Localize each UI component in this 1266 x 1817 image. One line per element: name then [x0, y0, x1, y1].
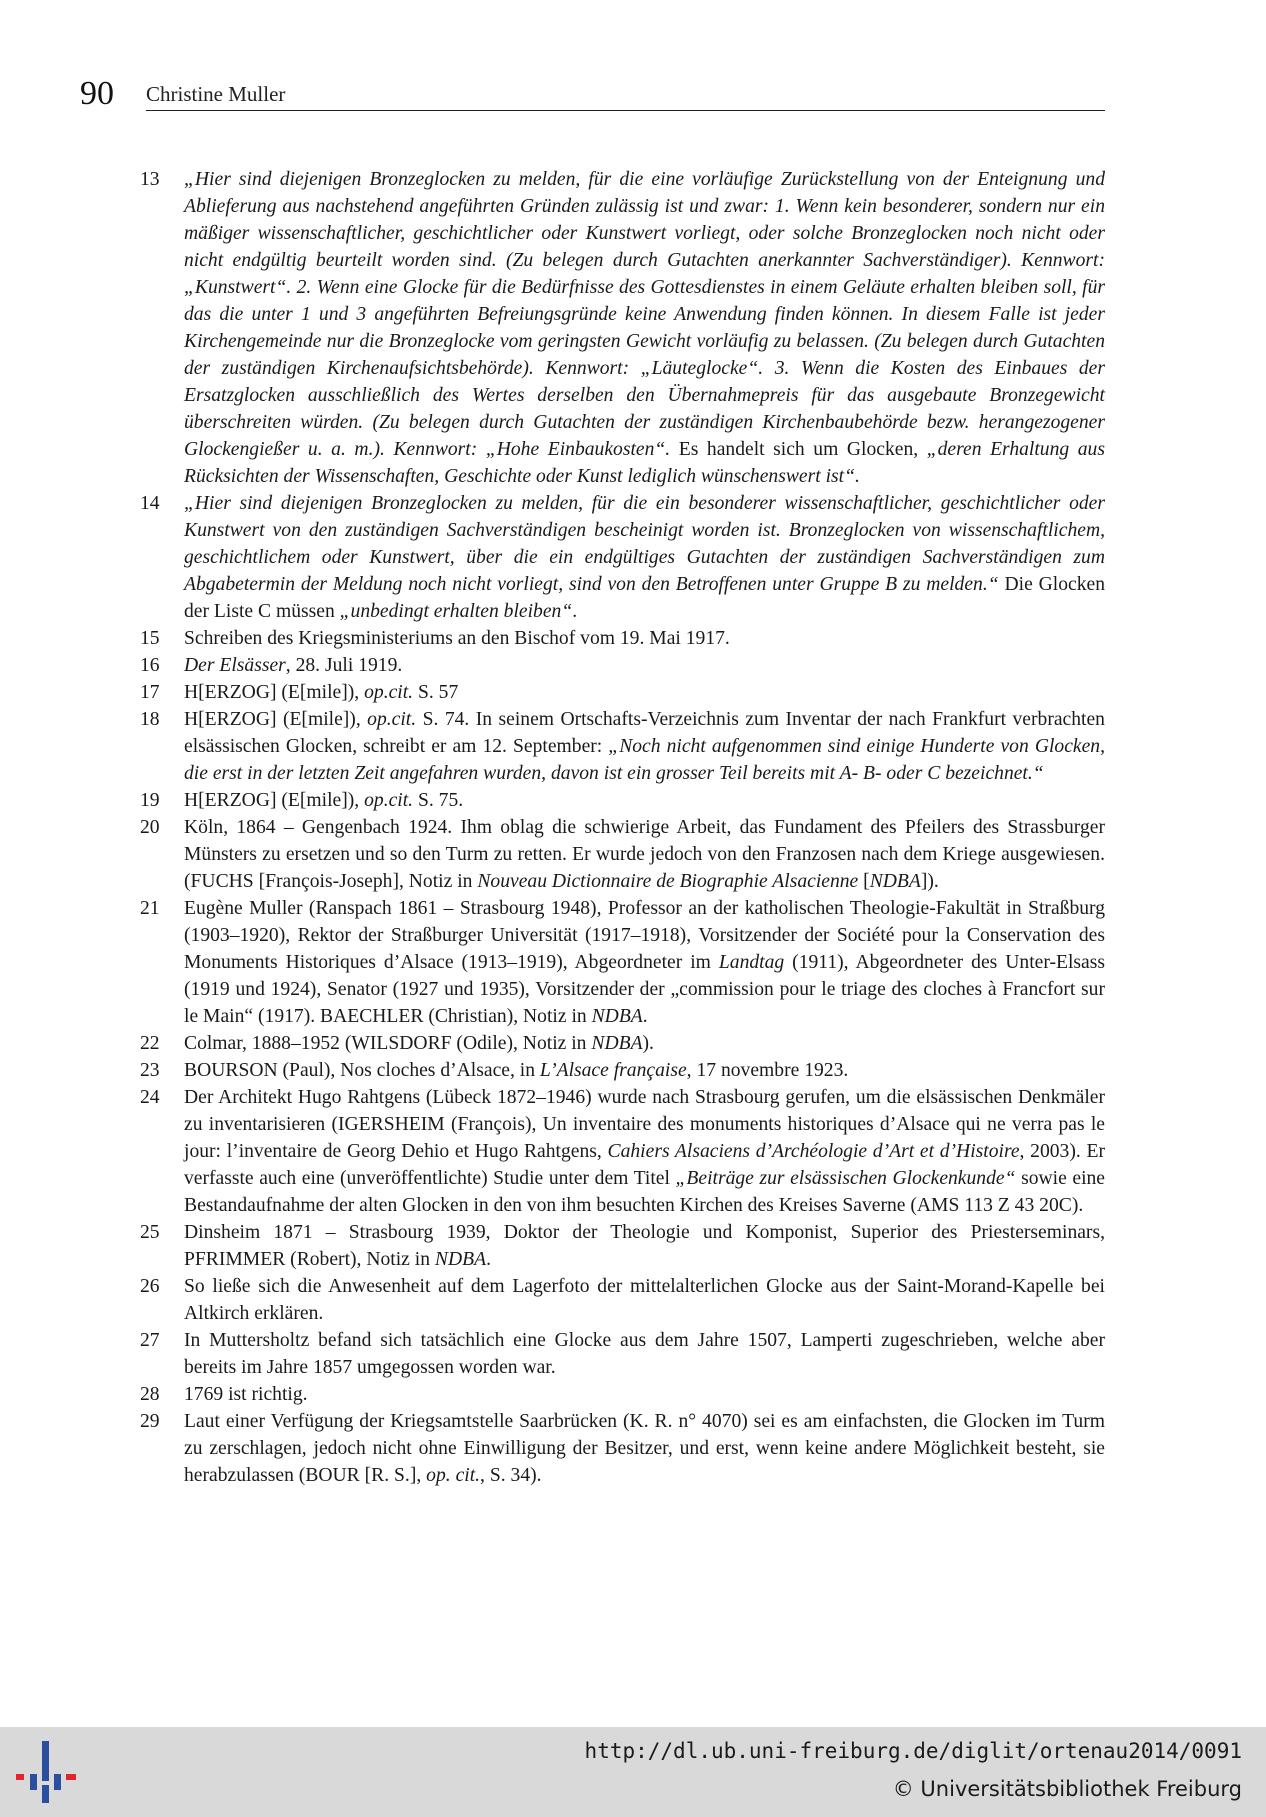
endnote-text: Schreiben des Kriegsministeriums an den Bischof vom 19. Mai 1917.: [184, 628, 730, 649]
running-head: Christine Muller: [146, 82, 286, 106]
endnote-text: „Hier sind diejenigen Bronzeglocken zu melden, für die ein besonderer wissenschaftlicher, geschichtlicher oder Kunstwert von den zuständigen Sachverständigen bescheinigt worden ist. Bronzeglocken von wissenschaftlichem, geschichtlichem oder Kunstwert, über die ein endgültiges Gutachten der zuständigen Sachverständigen zum Abgabetermin der Meldung noch nicht vorliegt, sind von den Betroffenen unter Gruppe B zu melden.“ Die Glocken der Liste C müssen „unbedingt erhalten bleiben“.: [184, 493, 1106, 622]
endnote-item: [140, 625, 1105, 652]
footer-copyright: © Universitätsbibliothek Freiburg: [892, 1777, 1242, 1801]
endnote-text: Eugène Muller (Ranspach 1861 – Strasbourg 1948), Professor an der katholischen Theologie-Fakultät in Straßburg (1903–1920), Rektor der Straßburger Universität (1917–1918), Vorsitzender der Société pour la Conservation des Monuments Historiques d’Alsace (1913–1919), Abgeordneter im Landtag (1911), Abgeordneter des Unter-Elsass (1919 und 1924), Senator (1927 und 1935), Vorsitzender der „commission pour le triage des cloches à Francfort sur le Main“ (1917). BAECHLER (Christian), Notiz in NDBA.: [184, 898, 1105, 1027]
endnote-item: [140, 787, 1105, 814]
endnote-item: [140, 1084, 1105, 1219]
endnote-text: Dinsheim 1871 – Strasbourg 1939, Doktor der Theologie und Komponist, Superior des Priesterseminars, PFRIMMER (Robert), Notiz in NDBA.: [184, 1222, 1105, 1270]
endnote-number: 20: [140, 817, 160, 838]
endnote-text: Köln, 1864 – Gengenbach 1924. Ihm oblag die schwierige Arbeit, das Fundament des Pfeilers des Strassburger Münsters zu ersetzen und so den Turm zu retten. Er wurde jedoch von den Franzosen nach dem Kriege ausgewiesen. (FUCHS [François-Joseph], Notiz in Nouveau Dictionnaire de Biographie Alsacienne [NDBA]).: [184, 817, 1105, 892]
endnote-item: [140, 490, 1105, 625]
endnote-number: 16: [140, 655, 160, 676]
logo-bar-center-right: [54, 1774, 61, 1790]
page-number: 90: [80, 75, 114, 112]
endnote-number: 25: [140, 1222, 160, 1243]
endnote-text: In Muttersholtz befand sich tatsächlich eine Glocke aus dem Jahre 1507, Lamperti zugeschrieben, welche aber bereits im Jahre 1857 umgegossen worden war.: [184, 1330, 1105, 1378]
endnote-text: Laut einer Verfügung der Kriegsamtstelle Saarbrücken (K. R. n° 4070) sei es am einfachsten, die Glocken im Turm zu zerschlagen, jedoch nicht ohne Einwilligung der Besitzer, und erst, wenn keine andere Möglichkeit besteht, sie herabzulassen (BOUR [R. S.], op. cit., S. 34).: [184, 1411, 1105, 1486]
endnote-item: [140, 1219, 1105, 1273]
endnote-text: H[ERZOG] (E[mile]), op.cit. S. 75.: [184, 790, 464, 811]
endnote-text: H[ERZOG] (E[mile]), op.cit. S. 74. In seinem Ortschafts-Verzeichnis zum Inventar der nach Frankfurt verbrachten elsässischen Glocken, schreibt er am 12. September: „Noch nicht aufgenommen sind einige Hunderte von Glocken, die erst in der letzten Zeit angefahren wurden, davon ist ein grosser Teil bereits mit A- B- oder C bezeichnet.“: [184, 709, 1105, 784]
endnote-item: [140, 1273, 1105, 1327]
logo-bar-center-left: [30, 1774, 37, 1790]
endnote-number: 17: [140, 682, 160, 703]
endnote-number: 27: [140, 1330, 160, 1351]
endnote-number: 13: [140, 169, 160, 190]
endnote-number: 21: [140, 898, 160, 919]
endnote-item: [140, 1381, 1105, 1408]
endnote-text: Der Architekt Hugo Rahtgens (Lübeck 1872–1946) wurde nach Strasbourg gerufen, um die elsässischen Denkmäler zu inventarisieren (IGERSHEIM (François), Un inventaire des monuments historiques d’Alsace qui ne verra pas le jour: l’inventaire de Georg Dehio et Hugo Rahtgens, Cahiers Alsaciens d’Archéologie d’Art et d’Histoire, 2003). Er verfasste auch eine (unveröffentlichte) Studie unter dem Titel „Beiträge zur elsässischen Glockenkunde“ sowie eine Bestandaufnahme der alten Glocken in den von ihm besuchten Kirchen des Kreises Saverne (AMS 113 Z 43 20C).: [184, 1087, 1106, 1216]
endnotes-list: [140, 166, 1105, 1489]
endnote-text: BOURSON (Paul), Nos cloches d’Alsace, in L’Alsace française, 17 novembre 1923.: [184, 1060, 849, 1081]
page-header: [80, 75, 1105, 112]
endnote-text: Colmar, 1888–1952 (WILSDORF (Odile), Notiz in NDBA).: [184, 1033, 654, 1054]
ub-freiburg-logo-icon: [16, 1741, 78, 1803]
endnote-number: 15: [140, 628, 160, 649]
logo-bar-center-top: [42, 1741, 49, 1781]
endnote-number: 26: [140, 1276, 160, 1297]
endnote-item: [140, 1327, 1105, 1381]
endnote-text: So ließe sich die Anwesenheit auf dem Lagerfoto der mittelalterlichen Glocke aus der Saint-Morand-Kapelle bei Altkirch erklären.: [184, 1276, 1105, 1324]
footer-url-link[interactable]: http://dl.ub.uni-freiburg.de/diglit/ortenau2014/0091: [584, 1739, 1242, 1763]
endnote-number: 23: [140, 1060, 160, 1081]
endnote-text: H[ERZOG] (E[mile]), op.cit. S. 57: [184, 682, 459, 703]
endnote-text: „Hier sind diejenigen Bronzeglocken zu melden, für die eine vorläufige Zurückstellung von der Enteignung und Ablieferung aus nachstehend angeführten Gründen zulässig ist und zwar: 1. Wenn kein besonderer, sondern nur ein mäßiger wissenschaftlicher, geschichtlicher oder Kunstwert vorliegt, oder solche Bronzeglocken noch nicht oder nicht endgültig beurteilt worden sind. (Zu belegen durch Gutachten anerkannter Sachverständiger). Kennwort: „Kunstwert“. 2. Wenn eine Glocke für die Bedürfnisse des Gottesdienstes in einem Geläute erhalten bleiben soll, für das die unter 1 und 3 angeführten Befreiungsgründe keine Anwendung finden können. In diesem Falle ist jeder Kirchengemeinde nur die Bronzeglocke vom geringsten Gewicht vorläufig zu belassen. (Zu belegen durch Gutachten der zuständigen Kirchenaufsichtsbehörde). Kennwort: „Läuteglocke“. 3. Wenn die Kosten des Einbaues der Ersatzglocken ausschließlich des Wertes derselben den Übernahmepreis für das ausgebaute Bronzegewicht überschreiten würden. (Zu belegen durch Gutachten der zuständigen Kirchenbaubehörde bezw. herangezogener Glockengießer u. a. m.). Kennwort: „Hohe Einbaukosten“. Es handelt sich um Glocken, „deren Erhaltung aus Rücksichten der Wissenschaften, Geschichte oder Kunst lediglich wünschenswert ist“.: [184, 169, 1105, 487]
endnote-text: 1769 ist richtig.: [184, 1384, 308, 1405]
endnote-item: [140, 679, 1105, 706]
logo-bar-right: [66, 1774, 76, 1780]
header-rule: [146, 110, 1105, 111]
footer-bar: [0, 1727, 1266, 1817]
endnote-number: 29: [140, 1411, 160, 1432]
endnote-item: [140, 166, 1105, 490]
endnote-number: 14: [140, 493, 160, 514]
endnote-number: 18: [140, 709, 160, 730]
endnote-item: [140, 1057, 1105, 1084]
endnote-number: 24: [140, 1087, 160, 1108]
endnote-number: 22: [140, 1033, 160, 1054]
endnote-item: [140, 1408, 1105, 1489]
endnote-item: [140, 706, 1105, 787]
endnote-number: 19: [140, 790, 160, 811]
endnote-text: Der Elsässer, 28. Juli 1919.: [184, 655, 403, 676]
endnote-item: [140, 814, 1105, 895]
logo-bar-center-bottom: [42, 1785, 49, 1803]
endnote-item: [140, 652, 1105, 679]
endnote-item: [140, 1030, 1105, 1057]
logo-bar-left: [16, 1774, 24, 1780]
endnote-item: [140, 895, 1105, 1030]
endnote-number: 28: [140, 1384, 160, 1405]
